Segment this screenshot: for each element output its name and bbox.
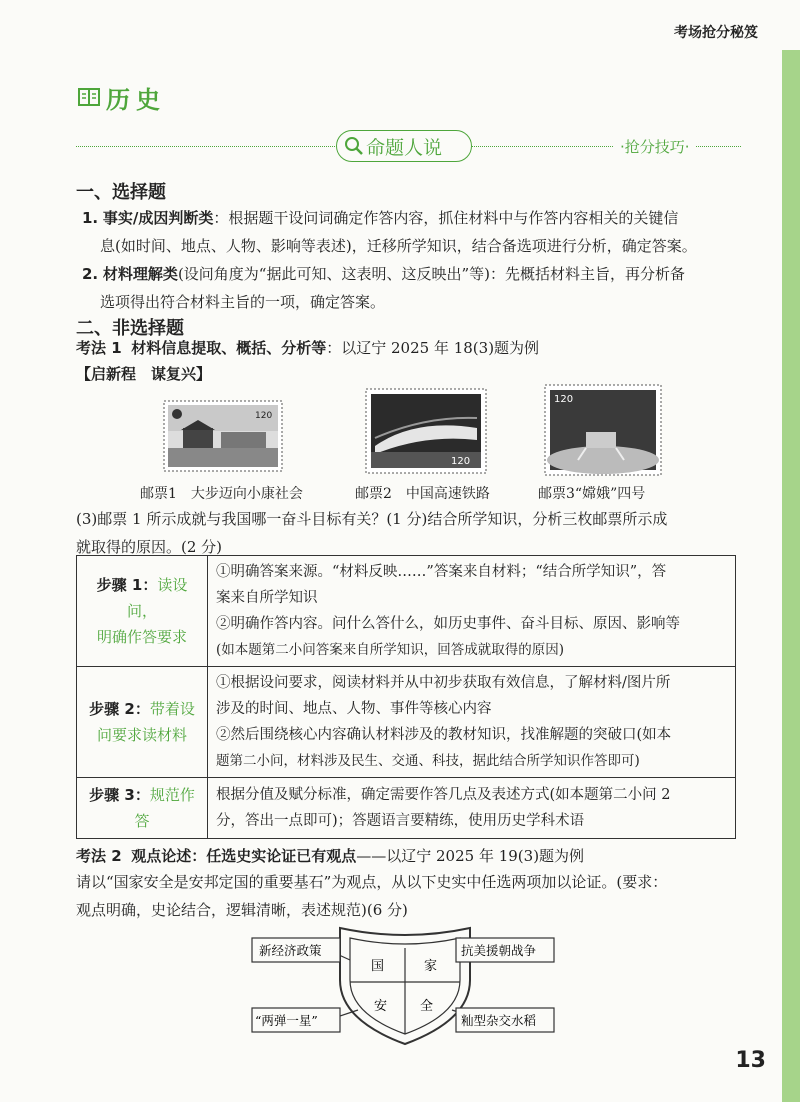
diagram-box-label: 抗美援朝战争 <box>461 943 537 958</box>
step-action: 读设问， <box>126 576 188 620</box>
step-line: ②明确作答内容。问什么答什么，如历史事件、奋斗目标、原因、影响等 <box>216 616 680 632</box>
step-line: 分，答出一点即可)；答题语言要精练，使用历史学科术语 <box>216 813 585 829</box>
step-action: 问要求读材料 <box>96 726 187 744</box>
banner-title: 命题人说 <box>366 137 443 159</box>
diagram-box-label: 新经济政策 <box>259 943 322 958</box>
step-line: 涉及的时间、地点、人物、事件等核心内容 <box>216 701 492 717</box>
step-3-body <box>208 778 736 839</box>
method2-tail: ——以辽宁 2025 年 19(3)题为例 <box>356 847 585 865</box>
step-line: ①明确答案来源。“材料反映……”答案来自材料；“结合所学知识”，答 <box>216 564 667 580</box>
step-row-1 <box>77 556 736 667</box>
step-1-name <box>77 556 208 667</box>
banner-right-label: ·抢分技巧· <box>614 136 696 157</box>
step-line: 根据分值及赋分标准，确定需要作答几点及表述方式(如本题第二小问 2 <box>216 787 671 803</box>
step-row-2 <box>77 667 736 778</box>
section1-item-2 <box>82 260 742 316</box>
stamp-3-caption: 邮票3“嫦娥”四号 <box>538 486 646 502</box>
step-label: 步骤 2： <box>89 700 150 718</box>
diagram-box-label: 籼型杂交水稻 <box>461 1013 537 1028</box>
diagram-box-label: “两弹一星” <box>255 1013 318 1028</box>
method1-line <box>76 334 539 362</box>
item-text-cont: 选项得出符合材料主旨的一项，确定答案。 <box>100 293 386 311</box>
book-icon <box>78 86 100 108</box>
method2-line <box>76 842 584 870</box>
stamp-value: 120 <box>255 411 273 421</box>
step-line: 题第二小问，材料涉及民生、交通、科技，据此结合所学知识作答即可) <box>216 753 640 769</box>
shield-char: 全 <box>420 999 434 1014</box>
step-action: 明确作答要求 <box>96 628 187 646</box>
item-term: 材料理解类 <box>102 265 178 283</box>
step-row-3 <box>77 778 736 839</box>
item-term: 事实/成因判断类 <box>102 209 214 227</box>
stamp-1-caption: 邮票1 大步迈向小康社会 <box>140 486 303 502</box>
method1-title: 材料信息提取、概括、分析等 <box>131 339 327 357</box>
item-text-cont: 息(如时间、地点、人物、影响等表述)，迁移所学知识，结合备选项进行分析，确定答案。 <box>100 237 697 255</box>
shield-char: 国 <box>371 959 385 974</box>
stamp-2-image <box>365 388 487 474</box>
step-line: (如本题第二小问答案来自所学知识，回答成就取得的原因) <box>216 642 565 658</box>
method1-label: 考法 1 <box>76 339 122 357</box>
stamp-value: 120 <box>554 394 574 405</box>
stamp-1-image <box>163 400 283 472</box>
question-line: 观点明确，史论结合，逻辑清晰，表述规范)(6 分) <box>76 901 408 919</box>
step-label: 步骤 3： <box>89 786 150 804</box>
section1-heading: 一、选择题 <box>76 182 166 203</box>
item-text: ：根据题干设问词确定作答内容，抓住材料中与作答内容相关的关键信 <box>213 209 679 227</box>
method2-label: 考法 2 <box>76 847 122 865</box>
step-action: 带着设 <box>149 700 195 718</box>
stamp-2-caption: 邮票2 中国高速铁路 <box>355 486 490 502</box>
subject-title: 历史 <box>106 86 166 114</box>
step-1-body <box>208 556 736 667</box>
page-header-title: 考场抢分秘笈 <box>674 25 758 41</box>
step-line: ②然后围绕核心内容确认材料涉及的教材知识，找准解题的突破口(如本 <box>216 727 672 743</box>
side-color-bar <box>782 50 800 1102</box>
step-2-body <box>208 667 736 778</box>
step-3-name <box>77 778 208 839</box>
item-number: 1. <box>82 209 99 227</box>
section1-item-1 <box>82 204 742 260</box>
section2-heading: 二、非选择题 <box>76 318 184 339</box>
question-line: 就取得的原因。(2 分) <box>76 538 223 556</box>
question-1 <box>76 505 741 561</box>
shield-diagram <box>240 920 570 1050</box>
magnifier-icon <box>344 136 364 156</box>
step-line: 案来自所学知识 <box>216 590 318 606</box>
method2-title: 观点论述：任选史实论证已有观点 <box>131 847 357 865</box>
step-action: 规范作答 <box>134 786 195 830</box>
page-number: 13 <box>735 1048 766 1073</box>
step-line: ①根据设问要求，阅读材料并从中初步获取有效信息，了解材料/图片所 <box>216 675 671 691</box>
step-2-name <box>77 667 208 778</box>
stamp-3-image <box>544 384 662 476</box>
item-number: 2. <box>82 265 99 283</box>
method1-tail: ：以辽宁 2025 年 18(3)题为例 <box>326 339 540 357</box>
step-label: 步骤 1： <box>96 576 158 594</box>
steps-table <box>76 555 736 839</box>
question-line: (3)邮票 1 所示成就与我国哪一奋斗目标有关？(1 分)结合所学知识，分析三枚邮票所示成 <box>76 510 668 528</box>
shield-char: 家 <box>424 959 438 974</box>
item-text: (设问角度为“据此可知、这表明、这反映出”等)：先概括材料主旨，再分析备 <box>177 265 685 283</box>
shield-char: 安 <box>374 999 388 1014</box>
stamp-value: 120 <box>451 456 471 467</box>
question-2 <box>76 868 741 924</box>
material-title: 【启新程 谋复兴】 <box>76 365 212 383</box>
question-line: 请以“国家安全是安邦定国的重要基石”为观点，从以下史实中任选两项加以论证。(要求： <box>76 873 668 891</box>
